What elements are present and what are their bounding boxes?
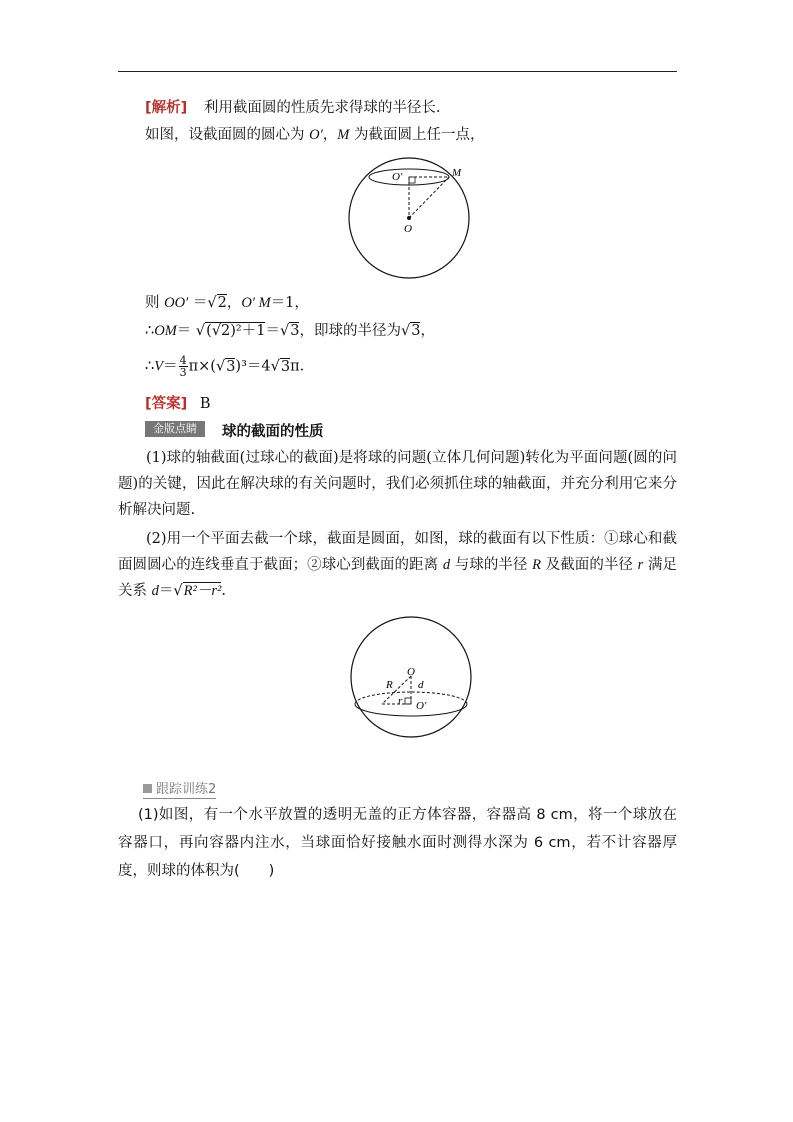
answer-value: B [199,396,211,412]
setup-m: M [337,127,350,143]
label-o1-2: O′ [416,700,427,712]
para2-mid3: 满足关系 [118,557,678,599]
eq2-eq: ＝ [176,323,196,339]
training-title: 跟踪训练2 [156,782,217,797]
eq2-therefore: ∴ [145,323,155,339]
analysis-line [145,98,440,118]
training-text: (1)如图，有一个水平放置的透明无盖的正方体容器，容器高 8 cm，将一个球放在容器口，再向容器内注水，当球面恰好接触水面时测得水深为 6 cm，若不计容器厚度，则球的体积为( ) [118,807,677,879]
para2-mid: 与球的半径 [450,557,533,573]
label-d: d [418,679,424,691]
answer-line [145,394,211,414]
label-R: R [386,679,393,691]
para2-r: r [637,557,644,573]
eq1-line: 则 OO′ ＝√2，O′ M＝1， [145,295,309,311]
label-r: r [398,695,403,707]
sphere-figure-2 [340,612,484,750]
training-square-icon [143,784,152,793]
eq3-line: ∴V＝ $\frac{4}{3}$ π×(√3)³＝4√3π. [145,354,305,379]
eq3-num: 4 [179,354,187,367]
paragraph-2: (2)用一个平面去截一个球，截面是圆面，如图，球的截面有以下性质：①球心和截面圆圆心的连线垂直于截面；②球心到截面的距离 d 与球的半径 R 及截面的半径 r 满足关系 d＝√R²－r². [118,531,678,599]
eq2-rad-end: 3 [411,323,421,339]
eq3-den: 3 [179,366,187,379]
para2-R: R [532,557,542,573]
eq3-rad: 3 [226,358,236,375]
para2-mid2: 及截面的半径 [541,557,638,573]
eq2-om: OM [154,323,177,339]
para2-formula-rad: R²－r² [183,583,222,599]
setup-line [145,125,484,145]
label-m: M [452,167,462,179]
setup-sep: ， [322,127,338,143]
eq2-rad-inner: (√2)²＋1 [206,323,266,339]
setup-o1: O′ [309,127,323,143]
answer-tag: [答案] [145,396,188,412]
analysis-lead: 利用截面圆的性质先求得球的半径长. [203,100,441,116]
header-rule [118,71,677,72]
eq3-rad2: 3 [280,358,291,375]
eq2-text: ，即球的半径为 [299,323,401,339]
eq3-v: V [154,358,164,375]
eq1-eq: ＝ [188,295,208,311]
eq1-om: O′ M [241,295,271,311]
eq3-fraction [179,355,188,378]
eq1-val: ＝1， [270,295,309,311]
section-front [355,704,467,716]
label-o1: O′ [392,171,403,183]
eq3-pow: )³＝4 [235,358,271,375]
training-header [143,778,216,799]
eq1-oo: OO′ [164,295,189,311]
right-angle-mark-2 [405,698,411,704]
para2-text: (2)用一个平面去截一个球，截面是圆面，如图，球的截面有以下性质：①球心和截面圆圆心的连线垂直于截面；②球心到截面的距离 [118,531,677,573]
sphere-figure-1 [338,153,484,287]
center-dot [407,216,411,220]
eq3-end: π. [290,358,305,375]
eq1-sep: ， [226,295,242,311]
para2-end: . [221,583,226,599]
eq2-end: ， [420,323,435,339]
right-angle-mark [409,177,415,183]
eq2-eq2: ＝ [265,323,280,339]
eq3-eq: ＝ [163,358,178,375]
para2-formula-d: d [151,583,159,599]
highlight-title: 球的截面的性质 [222,424,324,440]
eq2-rad-res: 3 [290,323,300,339]
eq1-prefix: 则 [145,295,165,311]
analysis-tag: [解析] [145,100,188,116]
highlight-badge: 金版点睛 [145,421,205,437]
setup-text-2: 为截面圆上任一点， [349,127,485,143]
eq3-therefore: ∴ [145,358,155,375]
label-o: O [404,223,412,235]
paragraph-1: (1)球的轴截面(过球心的截面)是将球的问题(立体几何问题)转化为平面问题(圆的问题)的关键，因此在解决球的有关问题时，我们必须抓住球的轴截面，并充分利用它来分析解决问题. [118,450,677,518]
eq2-line: ∴OM＝ √(√2)²＋1＝√3，即球的半径为√3， [145,323,435,339]
label-o-2: O [407,666,415,678]
setup-text: 如图，设截面圆的圆心为 [145,127,310,143]
eq1-rad: 2 [217,295,227,311]
para2-formula-eq: ＝ [158,583,174,599]
eq3-mid: π×( [188,358,216,375]
para2-d: d [442,557,451,573]
